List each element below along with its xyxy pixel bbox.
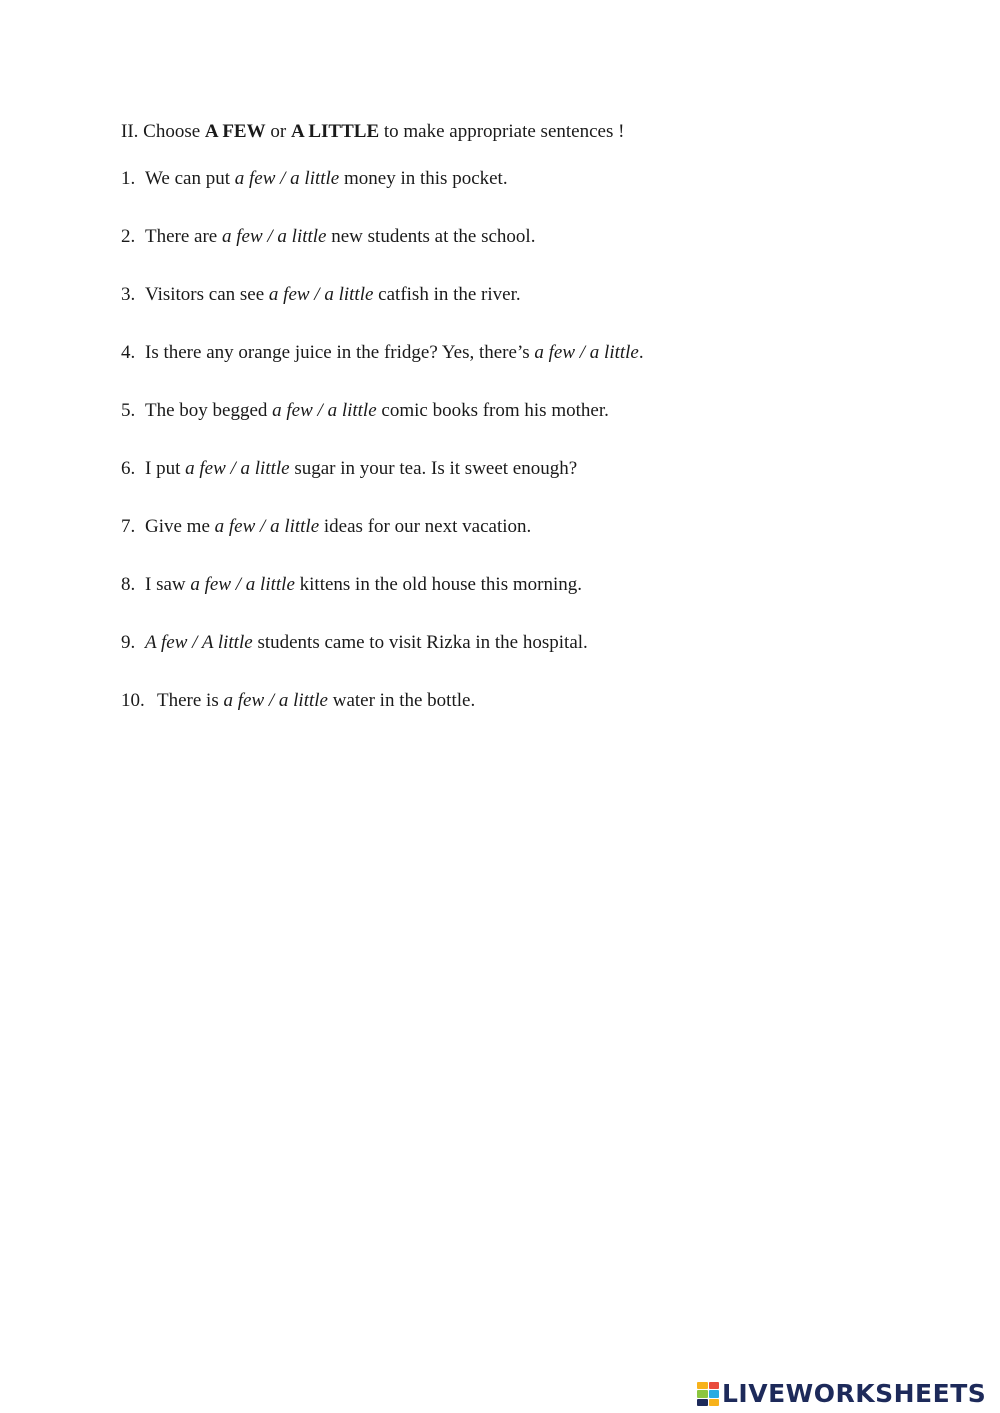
brand-wordmark: LIVEWORKSHEETS [722, 1379, 987, 1408]
exercise-item-3 [121, 282, 644, 340]
exercise-item-6 [121, 456, 644, 514]
item-number: 5. [121, 400, 136, 421]
exercise-item-7 [121, 514, 644, 572]
item-text-after: catfish in the river. [373, 284, 521, 305]
exercise-item-2 [121, 224, 644, 282]
item-choice[interactable]: A few / A little [145, 632, 253, 653]
logo-block [697, 1390, 708, 1397]
item-text-before: There are [145, 226, 222, 247]
item-choice[interactable]: a few / a little [234, 168, 340, 189]
item-choice[interactable]: a few / a little [222, 226, 327, 247]
logo-block [697, 1382, 708, 1389]
item-choice[interactable]: a few / a little [268, 284, 374, 305]
exercise-item-4 [121, 340, 644, 398]
item-text-before: Is there any orange juice in the fridge? Yes, there’s [145, 342, 535, 363]
logo-block [709, 1382, 720, 1389]
item-number: 9. [121, 632, 136, 653]
item-number: 6. [121, 458, 136, 479]
logo-block [709, 1390, 720, 1397]
item-text-before: I saw [145, 574, 191, 595]
instruction-bold-a-few: A FEW [204, 121, 266, 142]
exercise-item-9 [121, 630, 644, 688]
item-choice[interactable]: a few / a little [272, 400, 377, 421]
exercise-item-1 [121, 166, 644, 224]
item-choice[interactable]: a few / a little [185, 458, 290, 479]
item-text-before: I put [145, 458, 186, 479]
exercise-item-8 [121, 572, 644, 630]
logo-block [697, 1399, 708, 1406]
liveworksheets-brand [697, 1379, 986, 1409]
item-number: 2. [121, 226, 136, 247]
item-text-after: ideas for our next vacation. [319, 516, 532, 537]
item-text-before: We can put [145, 168, 235, 189]
item-text-before: There is [157, 690, 224, 711]
exercise-list [121, 166, 644, 746]
item-choice[interactable]: a few / a little [190, 574, 295, 595]
instruction-prefix: II. Choose [121, 121, 205, 142]
item-choice[interactable]: a few / a little [223, 690, 328, 711]
instruction-bold-a-little: A LITTLE [290, 121, 380, 142]
item-number: 10. [121, 690, 145, 711]
item-text-before: Visitors can see [145, 284, 269, 305]
item-choice[interactable]: a few / a little [534, 342, 639, 363]
item-number: 7. [121, 516, 136, 537]
logo-block [709, 1399, 720, 1406]
instruction-middle: or [265, 121, 291, 142]
exercise-item-5 [121, 398, 644, 456]
item-number: 3. [121, 284, 136, 305]
item-text-before: The boy begged [145, 400, 273, 421]
item-number: 4. [121, 342, 136, 363]
item-number: 8. [121, 574, 136, 595]
liveworksheets-logo-icon [697, 1382, 719, 1406]
item-text-after: money in this pocket. [339, 168, 508, 189]
item-text-after: water in the bottle. [327, 690, 476, 711]
item-text-after: comic books from his mother. [376, 400, 609, 421]
item-number: 1. [121, 168, 136, 189]
item-text-after: new students at the school. [326, 226, 536, 247]
item-text-after: . [638, 342, 644, 363]
item-text-after: students came to visit Rizka in the hospital. [252, 632, 588, 653]
item-text-before: Give me [145, 516, 215, 537]
item-choice[interactable]: a few / a little [214, 516, 320, 537]
item-text-after: kittens in the old house this morning. [294, 574, 582, 595]
instruction-line [121, 119, 624, 145]
instruction-suffix: to make appropriate sentences ! [379, 121, 625, 142]
item-text-after: sugar in your tea. Is it sweet enough? [289, 458, 578, 479]
exercise-item-10 [121, 688, 644, 746]
